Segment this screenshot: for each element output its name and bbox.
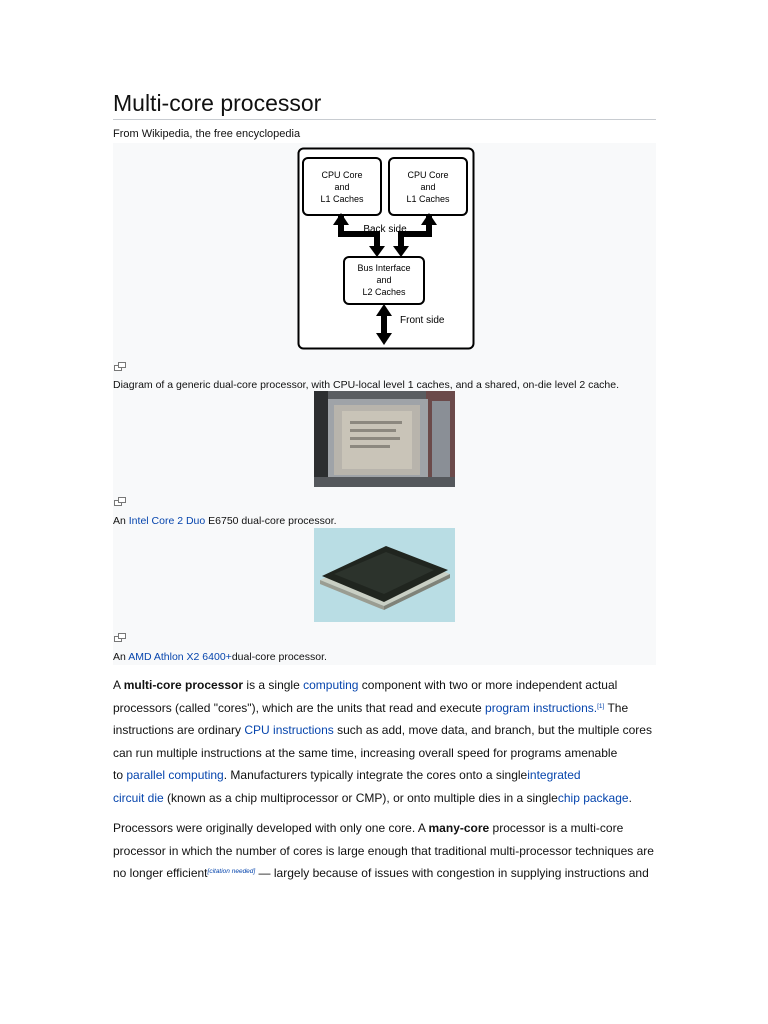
dual-core-diagram[interactable] [297,147,475,353]
figure-caption-amd [113,651,327,663]
text-line: instructions are ordinary CPU instructions such as add, move data, and branch, but the multiple cores [113,723,652,737]
intro-paragraph [113,674,656,809]
core2-line3: L1 Caches [406,194,450,204]
amd-athlon-x2-photo[interactable] [314,528,455,622]
text-line: to parallel computing. Manufacturers typically integrate the cores onto a singleintegrated [113,768,581,782]
link-circuit-die[interactable]: circuit die [113,790,164,805]
bus-line3: L2 Caches [362,287,406,297]
magnify-clip-icon[interactable] [114,497,126,506]
text-line: circuit die (known as a chip multiprocessor or CMP), or onto multiple dies in a singlechip package. [113,790,632,805]
back-side-label: Back side [363,224,407,235]
caption-prefix: An [113,515,129,527]
text-line: can run multiple instructions at the same time, increasing overall speed for programs amenable [113,745,618,760]
figure-caption-intel [113,515,337,527]
site-subtitle: From Wikipedia, the free encyclopedia [113,128,301,140]
link-computing[interactable]: computing [303,678,359,692]
magnify-clip-icon[interactable] [114,633,126,642]
link-intel-core-2-duo[interactable]: Intel Core 2 Duo [128,515,206,527]
magnify-clip-icon[interactable] [114,362,126,371]
text-line: processors (called "cores"), which are the units that read and execute program instructions.[1] The [113,700,629,715]
citation-needed[interactable]: [citation needed] [207,868,256,875]
link-program-instructions[interactable]: program instructions. [485,700,598,715]
bus-line2: and [376,275,392,285]
link-cpu-instructions[interactable]: CPU instructions [244,723,334,737]
intel-core2duo-photo[interactable] [314,391,455,487]
front-side-label: Front side [400,315,445,326]
core2-line2: and [420,182,436,192]
text-line: A multi-core processor is a single computing component with two or more independent actual [113,678,618,692]
figure-caption-diagram: Diagram of a generic dual-core processor, with CPU-local level 1 caches, and a shared, on-die level 2 cache. [113,379,620,391]
citation-1[interactable]: [1] [597,702,605,710]
core1-line3: L1 Caches [320,194,364,204]
link-amd-athlon-x2[interactable]: AMD Athlon X2 6400+ [128,651,232,663]
text-line: no longer efficient[citation needed] — largely because of issues with congestion in supplying instructions and [113,866,649,880]
caption-prefix: An [113,651,129,663]
text-line: Processors were originally developed with only one core. A many-core processor is a multi-core [113,821,624,835]
many-core-paragraph [113,817,656,885]
page-title: Multi-core processor [113,90,322,116]
core1-line2: and [334,182,350,192]
bold-term: multi-core processor [123,678,244,692]
text-line: processor in which the number of cores is large enough that traditional multi-processor techniques are [113,843,654,858]
caption-suffix: E6750 dual-core processor. [205,515,337,527]
figure-gallery [113,143,656,665]
core1-line1: CPU Core [321,170,363,180]
bus-line1: Bus Interface [357,263,411,273]
caption-suffix: dual-core processor. [231,651,327,663]
link-parallel-computing[interactable]: parallel computing [126,768,224,782]
core2-line1: CPU Core [407,170,449,180]
link-chip-package[interactable]: chip package [557,790,629,805]
link-integrated[interactable]: integrated [527,768,581,782]
bold-term: many-core [428,821,490,835]
title-divider [113,119,656,120]
